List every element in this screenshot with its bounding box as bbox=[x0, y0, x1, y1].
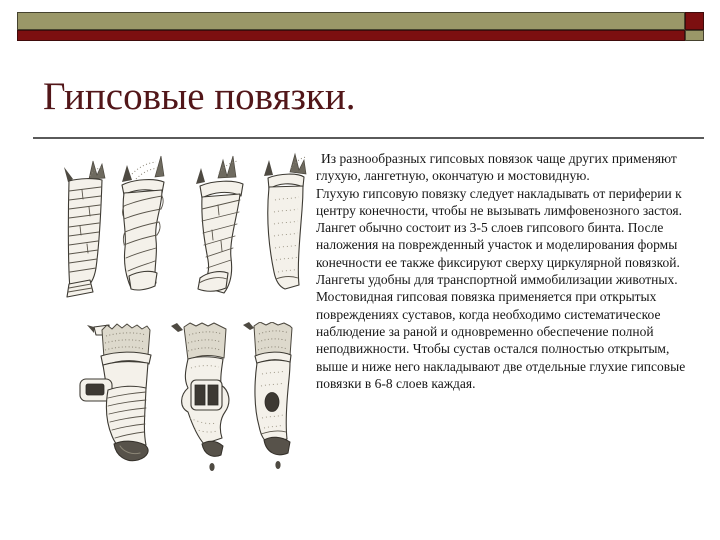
banner-bar-maroon bbox=[17, 30, 685, 41]
banner-corner-maroon bbox=[685, 12, 704, 30]
cast-illustration-bridge-handle bbox=[72, 322, 164, 472]
slide-title: Гипсовые повязки. bbox=[43, 75, 356, 118]
cast-illustrations bbox=[40, 146, 324, 486]
cast-illustration-windowed-joint bbox=[164, 322, 242, 474]
body-paragraph-4: Мостовидная гипсовая повязка применяется при открытых повреждениях суставов, когда необходимо систематическое наблюдение за раной и одновременно обеспечение полной неподвижности. Чтобы сустав остался полностью открытым, выше и ниже него накладывают две отдельные глухие гипсовые повязки в 6-8 слоев каждая. bbox=[316, 289, 686, 391]
banner-bar-olive bbox=[17, 12, 685, 30]
title-underline bbox=[33, 137, 704, 139]
banner-corner-olive bbox=[685, 30, 704, 41]
body-paragraph-1: Из разнообразных гипсовых повязок чаще других применяют глухую, лангетную, окончатую и мостовидную. bbox=[316, 151, 677, 184]
body-paragraph-2: Глухую гипсовую повязку следует накладывать от периферии к центру конечности, чтобы не вызывать лимфовенозного застоя. bbox=[316, 185, 682, 218]
cast-illustration-oblique-spiral bbox=[188, 152, 252, 304]
body-text bbox=[316, 150, 700, 392]
cast-illustration-circular bbox=[56, 156, 114, 306]
cast-illustration-twisted-spiral bbox=[112, 152, 172, 304]
cast-illustration-smooth bbox=[254, 148, 312, 303]
body-paragraph-3: Лангет обычно состоит из 3-5 слоев гипсового бинта. После наложения на поврежденный участок и моделирования формы конечности ее также фиксируют сверху циркулярной повязкой. Лангеты удобны для транспортной иммобилизации животных. bbox=[316, 220, 680, 288]
cast-illustration-fenestrated bbox=[240, 322, 306, 470]
